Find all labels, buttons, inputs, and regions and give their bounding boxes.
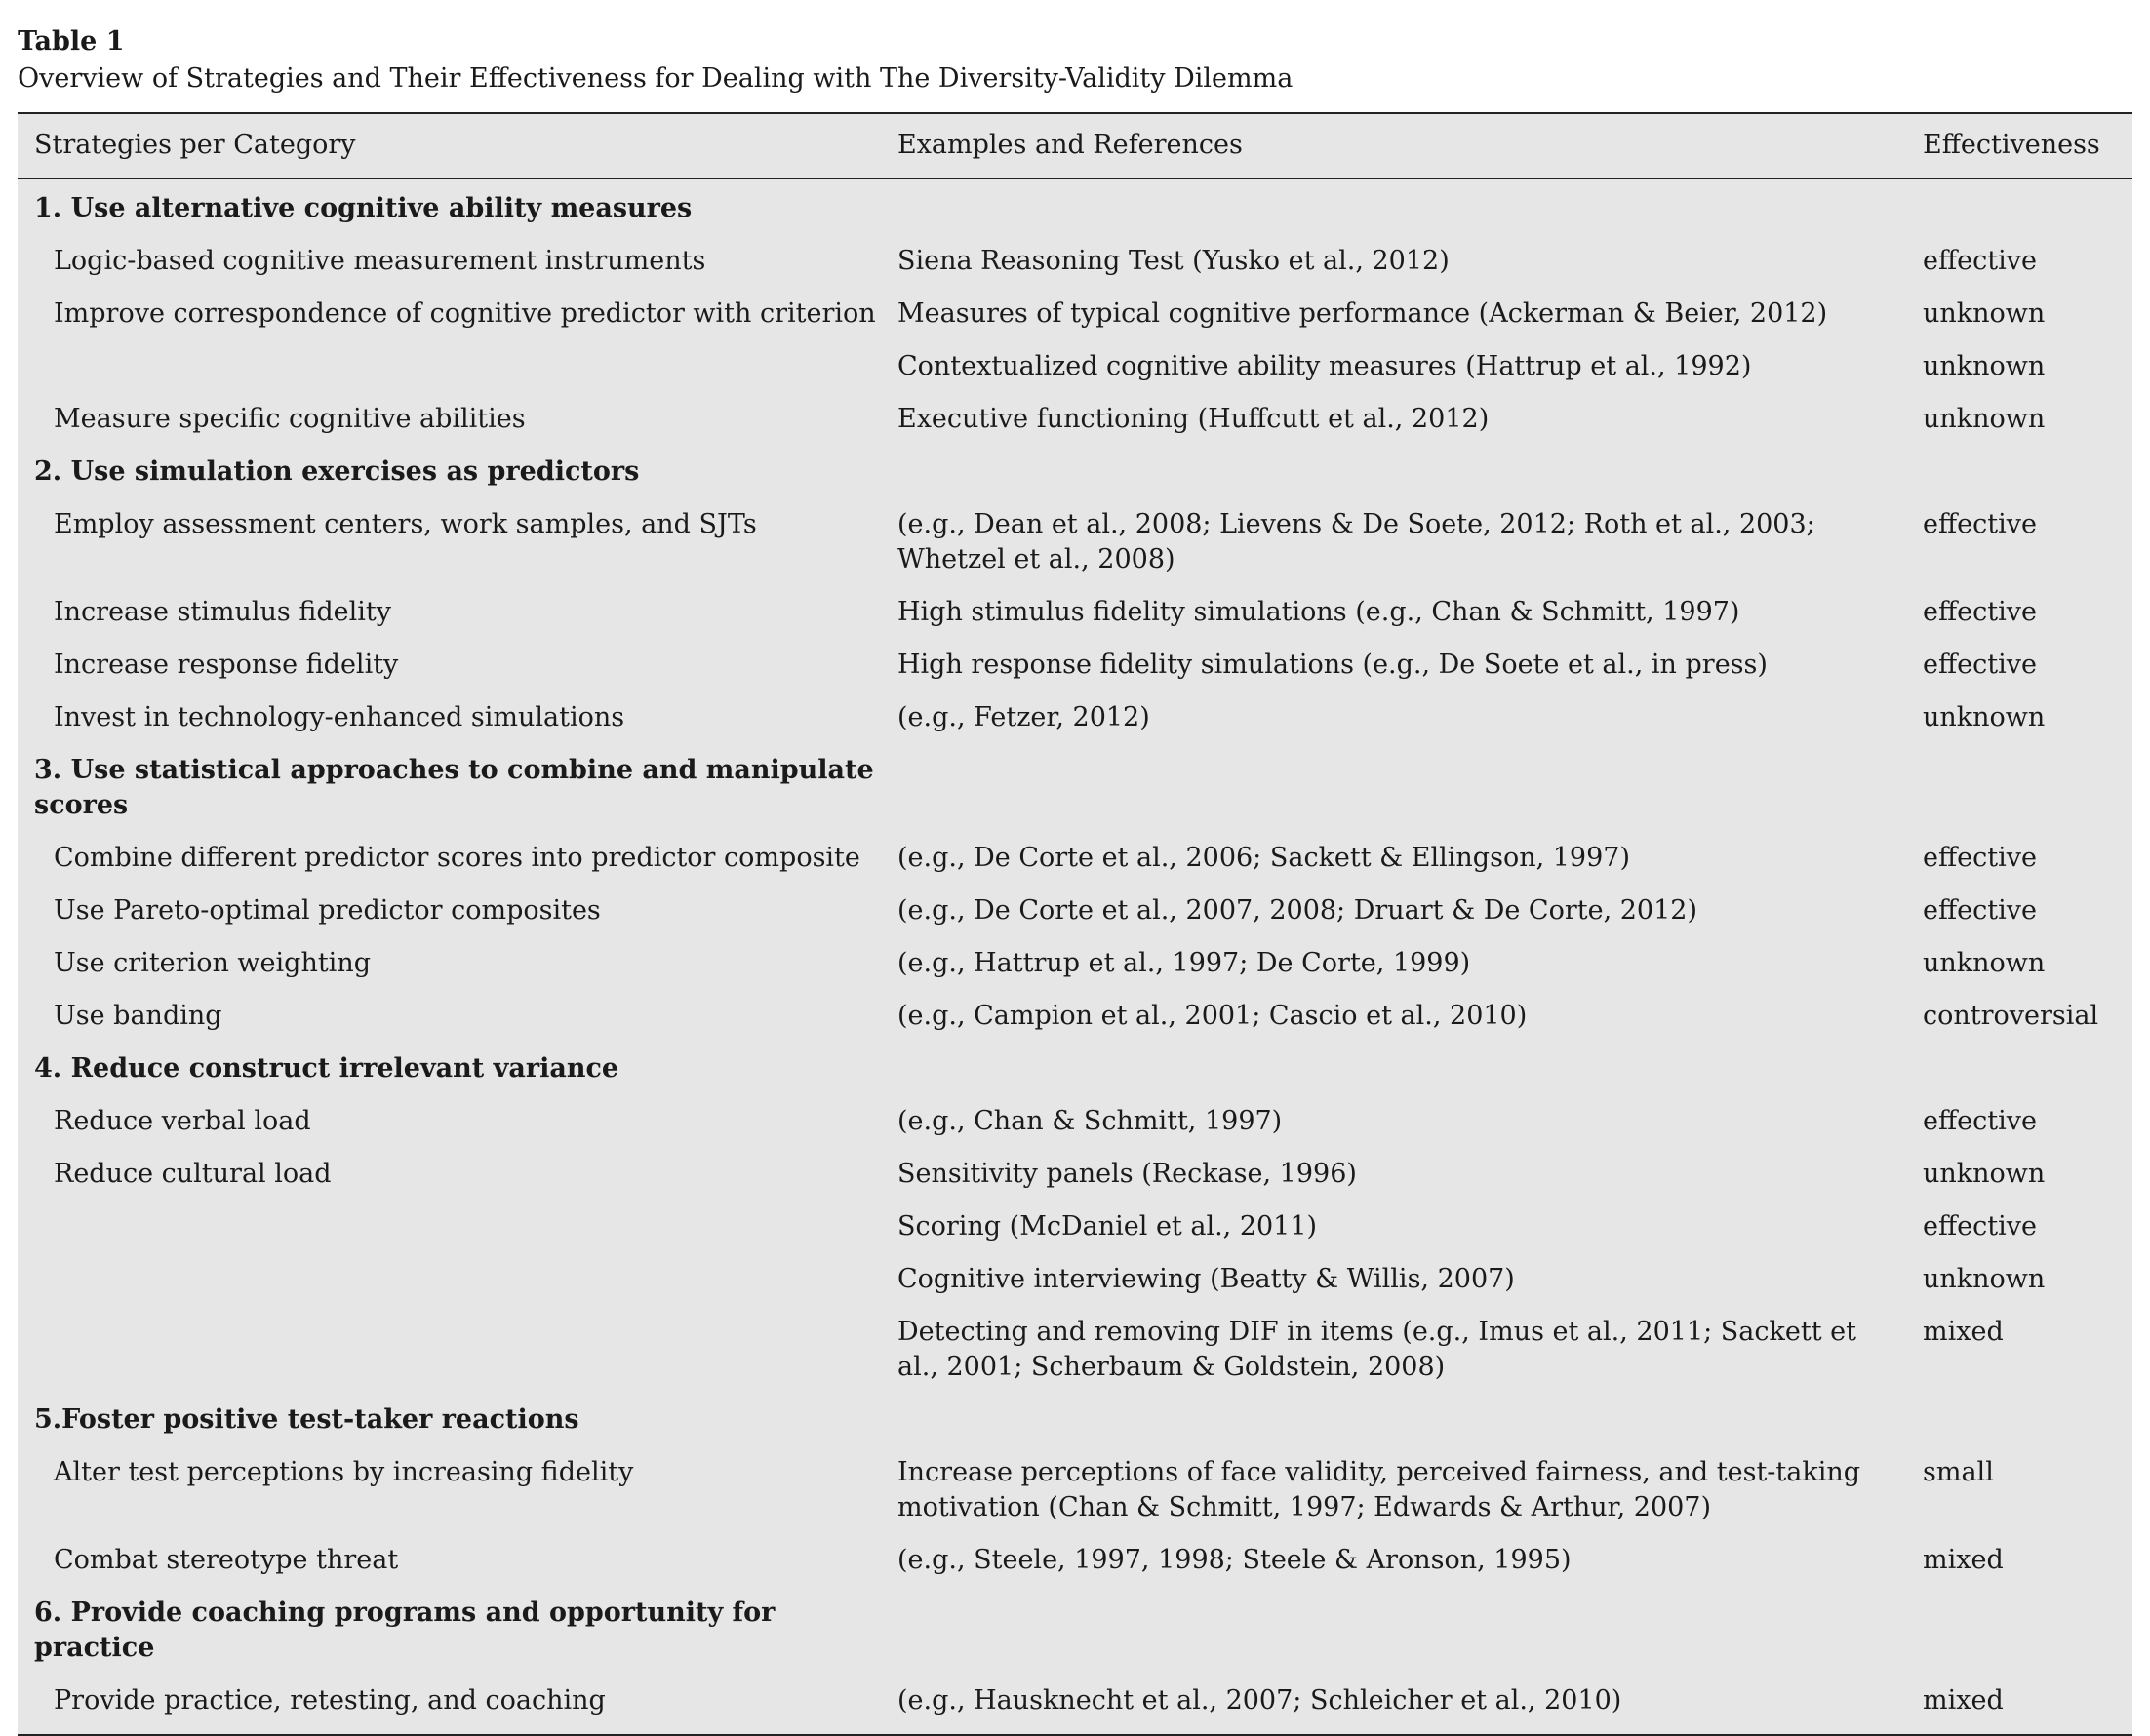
effectiveness-cell: unknown [1923, 351, 2046, 381]
table-row [18, 393, 2132, 446]
strategy-cell [18, 1201, 897, 1253]
table-caption: Overview of Strategies and Their Effectiveness for Dealing with The Diversity-Validity Dilemma [18, 63, 1294, 94]
effectiveness-cell: mixed [1923, 1545, 2004, 1575]
strategy-cell: Increase response fidelity [54, 650, 399, 680]
strategy-cell: Improve correspondence of cognitive predictor with criterion [54, 298, 876, 329]
effectiveness-cell: small [1923, 1457, 1994, 1487]
example-cell: Siena Reasoning Test (Yusko et al., 2012) [897, 246, 1450, 276]
category-row [18, 744, 2132, 832]
effectiveness-cell: effective [1923, 650, 2037, 680]
example-cell: Cognitive interviewing (Beatty & Willis, 2007) [897, 1264, 1515, 1294]
example-cell: (e.g., De Corte et al., 2007, 2008; Druart & De Corte, 2012) [897, 895, 1697, 926]
strategy-cell: Measure specific cognitive abilities [54, 404, 526, 434]
strategy-cell: Use criterion weighting [54, 948, 371, 978]
strategies-table [18, 114, 2132, 1734]
example-cell: (e.g., Hausknecht et al., 2007; Schleicher et al., 2010) [897, 1685, 1622, 1716]
table-row [18, 691, 2132, 744]
table-row [18, 1148, 2132, 1201]
table-body [18, 179, 2132, 1735]
effectiveness-cell: effective [1923, 843, 2037, 873]
table-row [18, 937, 2132, 990]
strategy-cell: Provide practice, retesting, and coaching [54, 1685, 606, 1716]
category-title: 2. Use simulation exercises as predictors [34, 456, 640, 487]
category-row [18, 1394, 2132, 1446]
table-row [18, 1201, 2132, 1253]
effectiveness-cell: effective [1923, 509, 2037, 539]
header-strategies: Strategies per Category [18, 114, 897, 179]
example-cell [897, 744, 1923, 832]
strategy-cell: Reduce verbal load [54, 1106, 311, 1136]
effectiveness-cell: effective [1923, 246, 2037, 276]
example-cell: Scoring (McDaniel et al., 2011) [897, 1211, 1318, 1242]
example-cell: (e.g., Fetzer, 2012) [897, 702, 1150, 732]
example-cell: (e.g., Campion et al., 2001; Cascio et al., 2010) [897, 1001, 1528, 1031]
table-row [18, 498, 2132, 586]
example-cell [897, 179, 1923, 236]
strategy-cell: Reduce cultural load [54, 1159, 332, 1189]
table-row [18, 1253, 2132, 1306]
strategy-cell: Increase stimulus fidelity [54, 597, 392, 627]
category-title: 5.Foster positive test-taker reactions [34, 1404, 579, 1435]
strategy-cell: Logic-based cognitive measurement instruments [54, 246, 706, 276]
effectiveness-cell: unknown [1923, 298, 2046, 329]
effectiveness-cell: mixed [1923, 1317, 2004, 1347]
table-row [18, 832, 2132, 885]
example-cell: Sensitivity panels (Reckase, 1996) [897, 1159, 1357, 1189]
example-cell: (e.g., De Corte et al., 2006; Sackett & Ellingson, 1997) [897, 843, 1631, 873]
strategy-cell: Alter test perceptions by increasing fidelity [54, 1457, 634, 1487]
effectiveness-cell: controversial [1923, 1001, 2099, 1031]
example-cell [897, 446, 1923, 498]
table-header-row [18, 114, 2132, 179]
table-row [18, 288, 2132, 340]
table-row [18, 1446, 2132, 1534]
effectiveness-cell [1923, 1394, 2132, 1446]
table-row [18, 1095, 2132, 1148]
example-cell: (e.g., Chan & Schmitt, 1997) [897, 1106, 1283, 1136]
example-cell: High stimulus fidelity simulations (e.g., Chan & Schmitt, 1997) [897, 597, 1740, 627]
example-cell [897, 1587, 1923, 1675]
header-effectiveness: Effectiveness [1923, 114, 2132, 179]
strategy-cell: Combine different predictor scores into predictor composite [54, 843, 860, 873]
strategies-table-container [18, 112, 2132, 1736]
effectiveness-cell: unknown [1923, 1159, 2046, 1189]
effectiveness-cell: effective [1923, 1106, 2037, 1136]
category-title: 6. Provide coaching programs and opportunity for practice [34, 1598, 776, 1663]
example-cell: (e.g., Steele, 1997, 1998; Steele & Aronson, 1995) [897, 1545, 1572, 1575]
example-cell: Measures of typical cognitive performance (Ackerman & Beier, 2012) [897, 298, 1828, 329]
example-cell: Executive functioning (Huffcutt et al., 2012) [897, 404, 1490, 434]
example-cell: High response fidelity simulations (e.g., De Soete et al., in press) [897, 650, 1768, 680]
effectiveness-cell [1923, 744, 2132, 832]
strategy-cell: Combat stereotype threat [54, 1545, 399, 1575]
strategy-cell: Employ assessment centers, work samples, and SJTs [54, 509, 757, 539]
strategy-cell [18, 1253, 897, 1306]
example-cell: Detecting and removing DIF in items (e.g., Imus et al., 2011; Sackett et al., 2001; Scherbaum & Goldstein, 2008) [897, 1317, 1856, 1382]
example-cell [897, 1394, 1923, 1446]
category-title: 4. Reduce construct irrelevant variance [34, 1053, 619, 1084]
table-label: Table 1 [18, 26, 125, 57]
category-row [18, 179, 2132, 236]
table-row [18, 990, 2132, 1043]
effectiveness-cell [1923, 1043, 2132, 1095]
table-row [18, 1306, 2132, 1394]
example-cell: (e.g., Hattrup et al., 1997; De Corte, 1999) [897, 948, 1471, 978]
table-row [18, 1675, 2132, 1734]
example-cell: Contextualized cognitive ability measures (Hattrup et al., 1992) [897, 351, 1752, 381]
category-row [18, 446, 2132, 498]
example-cell [897, 1043, 1923, 1095]
effectiveness-cell [1923, 446, 2132, 498]
effectiveness-cell: unknown [1923, 1264, 2046, 1294]
table-row [18, 1534, 2132, 1587]
table-row [18, 235, 2132, 288]
effectiveness-cell: effective [1923, 597, 2037, 627]
header-examples: Examples and References [897, 114, 1923, 179]
strategy-cell: Use banding [54, 1001, 222, 1031]
example-cell: Increase perceptions of face validity, perceived fairness, and test-taking motivation (Chan & Schmitt, 1997; Edwards & Arthur, 2007) [897, 1457, 1861, 1522]
strategy-cell: Invest in technology-enhanced simulations [54, 702, 625, 732]
effectiveness-cell: mixed [1923, 1685, 2004, 1716]
strategy-cell [18, 1306, 897, 1394]
table-row [18, 340, 2132, 393]
strategy-cell: Use Pareto-optimal predictor composites [54, 895, 601, 926]
category-row [18, 1043, 2132, 1095]
category-title: 1. Use alternative cognitive ability measures [34, 193, 693, 223]
effectiveness-cell [1923, 179, 2132, 236]
example-cell: (e.g., Dean et al., 2008; Lievens & De Soete, 2012; Roth et al., 2003; Whetzel et al., 2008) [897, 509, 1815, 574]
category-title: 3. Use statistical approaches to combine and manipulate scores [34, 755, 874, 820]
table-row [18, 586, 2132, 639]
strategy-cell [18, 340, 897, 393]
effectiveness-cell [1923, 1587, 2132, 1675]
category-row [18, 1587, 2132, 1675]
table-row [18, 885, 2132, 937]
effectiveness-cell: unknown [1923, 404, 2046, 434]
effectiveness-cell: unknown [1923, 702, 2046, 732]
table-row [18, 639, 2132, 691]
effectiveness-cell: effective [1923, 895, 2037, 926]
effectiveness-cell: unknown [1923, 948, 2046, 978]
effectiveness-cell: effective [1923, 1211, 2037, 1242]
